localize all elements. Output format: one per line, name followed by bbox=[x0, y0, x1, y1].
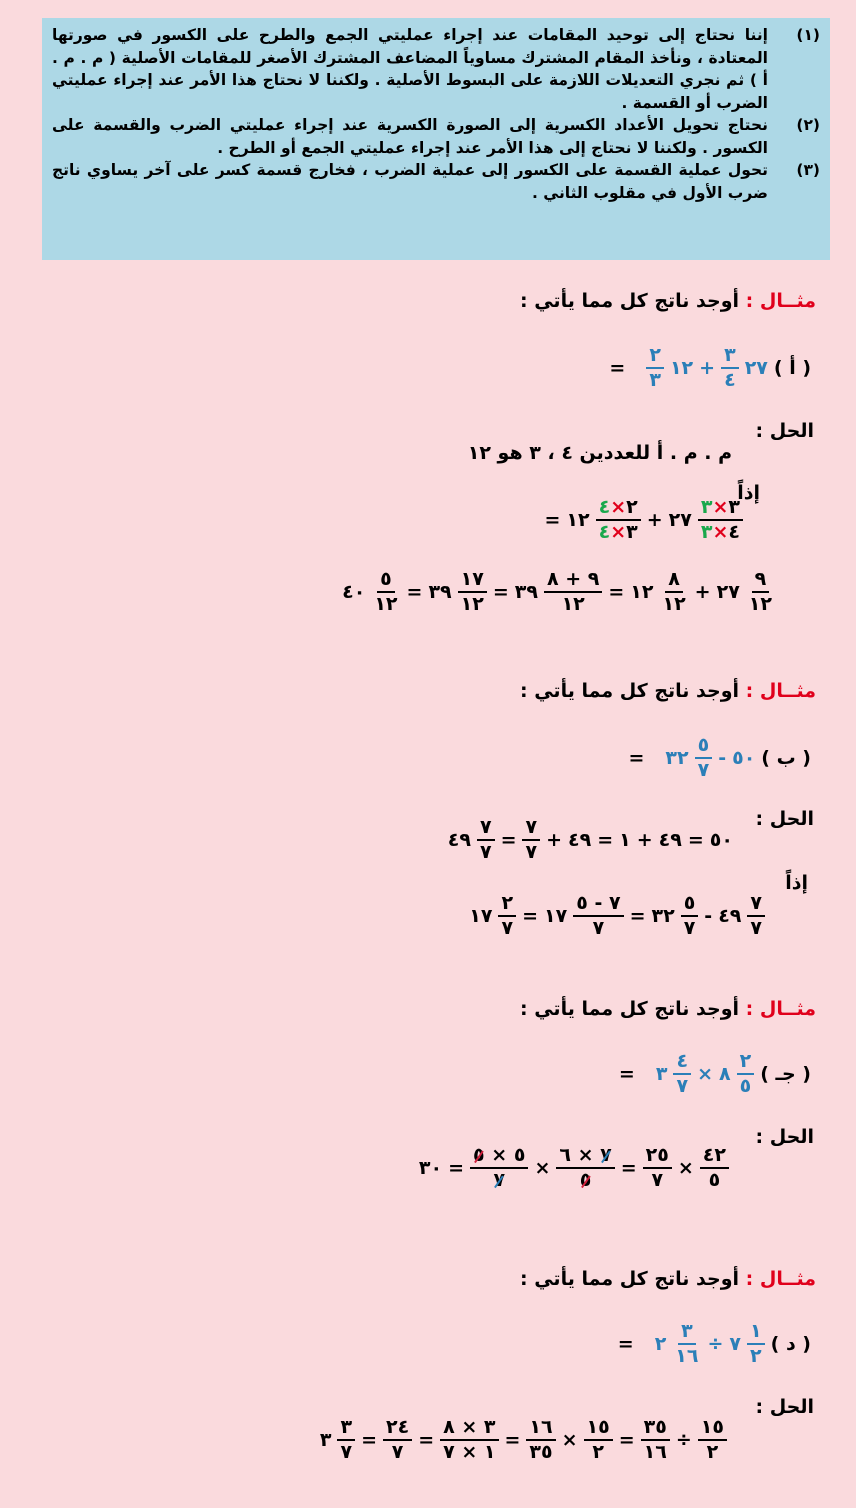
number: ٥٠ bbox=[709, 829, 733, 851]
solution-label: الحل : bbox=[755, 1396, 814, 1418]
problem-a bbox=[606, 346, 814, 390]
whole-number: ٣ bbox=[319, 1429, 332, 1451]
solution-label: الحل : bbox=[755, 808, 814, 830]
fraction: ٤ ٧ bbox=[673, 1052, 691, 1096]
cancelled-fraction: ٧ × ٦ ٥ bbox=[556, 1146, 614, 1190]
whole-number: ٢ bbox=[654, 1333, 667, 1355]
lcm-statement: م . م . أ للعددين ٤ ، ٣ هو ١٢ bbox=[467, 442, 732, 464]
whole-number: ١٧ bbox=[544, 905, 568, 927]
equals-sign: = bbox=[608, 581, 625, 603]
fraction: ١ ٢ bbox=[747, 1322, 765, 1366]
example-heading bbox=[520, 290, 816, 312]
note-3 bbox=[52, 159, 820, 204]
number: ١ bbox=[619, 829, 631, 851]
whole-number: ٣٩ bbox=[514, 581, 538, 603]
problem-label: ( جـ ) bbox=[760, 1063, 811, 1085]
whole-number: ٣٢ bbox=[665, 747, 689, 769]
fraction: ٧ - ٥ ٧ bbox=[573, 894, 623, 938]
fraction: ١٦ ٣٥ bbox=[526, 1418, 555, 1462]
equals-sign: = bbox=[620, 1157, 637, 1179]
times-sign: × bbox=[697, 1063, 713, 1085]
cancelled-fraction: ٥ × ٥ ٧ bbox=[470, 1146, 528, 1190]
whole-number: ٥٠ bbox=[732, 747, 756, 769]
problem-d bbox=[615, 1322, 814, 1366]
solution-label: الحل : bbox=[755, 1126, 814, 1148]
equals-sign: = bbox=[504, 1429, 521, 1451]
plus-sign: + bbox=[546, 829, 563, 851]
plus-sign: + bbox=[694, 581, 711, 603]
scaled-fraction: ٢×٤ ٣×٤ bbox=[596, 498, 641, 542]
number: ٤٩ bbox=[568, 829, 592, 851]
whole-number: ١٧ bbox=[469, 905, 493, 927]
example-word: مثــال : bbox=[745, 680, 816, 702]
note-text: إننا نحتاج إلى توحيد المقامات عند إجراء عمليتي الجمع والطرح على الكسور في صورتها المعتادة ، ونأخذ المقام المشترك مساوياً المضاعف المشترك الأصغر للمقامات الأصلية ( م . م . أ ) ثم نجري التعديلات اللازمة على البسوط الأصلية . ولكننا لا نحتاج هذا الأمر عند إجراء عمليتي الضرب أو القسمة . bbox=[52, 26, 768, 112]
whole-number: ١٢ bbox=[630, 581, 654, 603]
equals-sign: = bbox=[418, 1429, 435, 1451]
fraction: ١٥ ٢ bbox=[584, 1418, 613, 1462]
fraction: ٢ ٥ bbox=[737, 1052, 755, 1096]
times-sign: × bbox=[677, 1157, 694, 1179]
therefore-label: إذاً bbox=[737, 482, 760, 504]
scaled-fraction: ٣×٣ ٤×٣ bbox=[698, 498, 743, 542]
solution-d bbox=[317, 1418, 730, 1462]
solution-c bbox=[416, 1146, 732, 1190]
fraction: ٨ ١٢ bbox=[662, 568, 686, 615]
example-heading bbox=[520, 998, 816, 1020]
fraction: ٢ ٧ bbox=[498, 894, 516, 938]
equals-sign: = bbox=[406, 581, 423, 603]
note-number: (١) bbox=[796, 26, 820, 44]
fraction: ٩ ١٢ bbox=[748, 568, 772, 615]
whole-number: ٢٧ bbox=[744, 357, 768, 379]
fraction: ٧ ٧ bbox=[747, 894, 765, 938]
plus-sign: + bbox=[699, 357, 716, 379]
whole-number: ٤٠ bbox=[342, 581, 366, 603]
example-instruction: أوجد ناتج كل مما يأتي : bbox=[520, 998, 740, 1020]
plus-sign: + bbox=[646, 509, 663, 531]
fraction: ٢ ٣ bbox=[646, 346, 664, 390]
problem-label: ( ب ) bbox=[761, 747, 811, 769]
equals-sign: = bbox=[522, 905, 539, 927]
solution-b-step1 bbox=[445, 818, 736, 862]
whole-number: ٢٧ bbox=[668, 509, 692, 531]
equals-sign: = bbox=[500, 829, 517, 851]
note-1 bbox=[52, 24, 820, 114]
whole-number: ٨ bbox=[718, 1063, 731, 1085]
plus-sign: + bbox=[636, 829, 653, 851]
whole-number: ١٢ bbox=[669, 357, 694, 379]
minus-sign: - bbox=[704, 905, 713, 927]
equals-sign: = bbox=[687, 829, 704, 851]
equals-sign: = bbox=[448, 1157, 465, 1179]
fraction: ٥ ٧ bbox=[681, 894, 699, 938]
equals-sign: = bbox=[361, 1429, 377, 1451]
whole-number: ٤٩ bbox=[447, 829, 471, 851]
fraction: ٣ × ٨ ١ × ٧ bbox=[440, 1418, 498, 1462]
equals-sign: = bbox=[618, 1429, 635, 1451]
example-word: مثــال : bbox=[745, 290, 816, 312]
times-sign: × bbox=[534, 1157, 551, 1179]
number: ٤٩ bbox=[658, 829, 682, 851]
solution-label: الحل : bbox=[755, 420, 814, 442]
fraction: ١٧ ١٢ bbox=[458, 570, 487, 614]
example-word: مثــال : bbox=[745, 1268, 816, 1290]
example-instruction: أوجد ناتج كل مما يأتي : bbox=[520, 290, 740, 312]
solution-a-step2 bbox=[339, 570, 778, 614]
fraction: ٥ ١٢ bbox=[374, 568, 398, 615]
equals-sign: = bbox=[492, 581, 509, 603]
fraction: ٣ ٤ bbox=[721, 346, 739, 390]
fraction: ٤٢ ٥ bbox=[700, 1146, 729, 1190]
example-heading bbox=[520, 1268, 816, 1290]
notes-box bbox=[42, 18, 830, 260]
note-number: (٢) bbox=[796, 116, 820, 134]
solution-b-step2 bbox=[466, 894, 768, 938]
result: ٣٠ bbox=[418, 1157, 443, 1179]
fraction: ٢٥ ٧ bbox=[643, 1146, 672, 1190]
whole-number: ٢٧ bbox=[716, 581, 740, 603]
minus-sign: - bbox=[718, 747, 727, 769]
equals-sign: = bbox=[597, 829, 614, 851]
equals-sign: = bbox=[609, 357, 626, 379]
problem-label: ( د ) bbox=[770, 1333, 811, 1355]
whole-number: ٣٢ bbox=[651, 905, 675, 927]
note-text: تحول عملية القسمة على الكسور إلى عملية الضرب ، فخارج قسمة كسر على آخر يساوي ناتج ضرب الأول في مقلوب الثاني . bbox=[52, 161, 768, 202]
example-word: مثــال : bbox=[745, 998, 816, 1020]
times-sign: × bbox=[561, 1429, 578, 1451]
problem-b bbox=[625, 736, 814, 780]
problem-c bbox=[616, 1052, 814, 1096]
fraction: ٣٥ ١٦ bbox=[641, 1418, 670, 1462]
example-instruction: أوجد ناتج كل مما يأتي : bbox=[520, 1268, 740, 1290]
note-text: نحتاج تحويل الأعداد الكسرية إلى الصورة الكسرية عند إجراء عمليتي الضرب والقسمة على الكسور . ولكننا لا نحتاج إلى هذا الأمر عند إجراء عمليتي الجمع أو الطرح . bbox=[52, 116, 768, 157]
note-2 bbox=[52, 114, 820, 159]
whole-number: ٤٩ bbox=[718, 905, 742, 927]
therefore-label: إذاً bbox=[785, 872, 808, 894]
example-instruction: أوجد ناتج كل مما يأتي : bbox=[520, 680, 740, 702]
fraction: ٧ ٧ bbox=[477, 818, 495, 862]
example-heading bbox=[520, 680, 816, 702]
whole-number: ٧ bbox=[729, 1333, 742, 1355]
whole-number: ١٢ bbox=[566, 509, 590, 531]
divide-sign: ÷ bbox=[707, 1333, 724, 1355]
equals-sign: = bbox=[628, 747, 645, 769]
solution-a-step1 bbox=[541, 498, 746, 542]
problem-label: ( أ ) bbox=[773, 357, 811, 379]
divide-sign: ÷ bbox=[675, 1429, 692, 1451]
fraction: ٢٤ ٧ bbox=[383, 1418, 412, 1462]
fraction: ٣ ١٦ bbox=[675, 1320, 699, 1367]
equals-sign: = bbox=[617, 1333, 634, 1355]
whole-number: ٣ bbox=[655, 1063, 668, 1085]
fraction: ١٥ ٢ bbox=[698, 1418, 727, 1462]
fraction: ٧ ٧ bbox=[522, 818, 540, 862]
fraction: ٣ ٧ bbox=[337, 1418, 355, 1462]
equals-sign: = bbox=[629, 905, 646, 927]
whole-number: ٣٩ bbox=[428, 581, 452, 603]
note-number: (٣) bbox=[796, 161, 820, 179]
fraction: ٥ ٧ bbox=[695, 736, 713, 780]
equals-sign: = bbox=[618, 1063, 635, 1085]
fraction: ٩ + ٨ ١٢ bbox=[544, 570, 602, 614]
equals-sign: = bbox=[544, 509, 561, 531]
